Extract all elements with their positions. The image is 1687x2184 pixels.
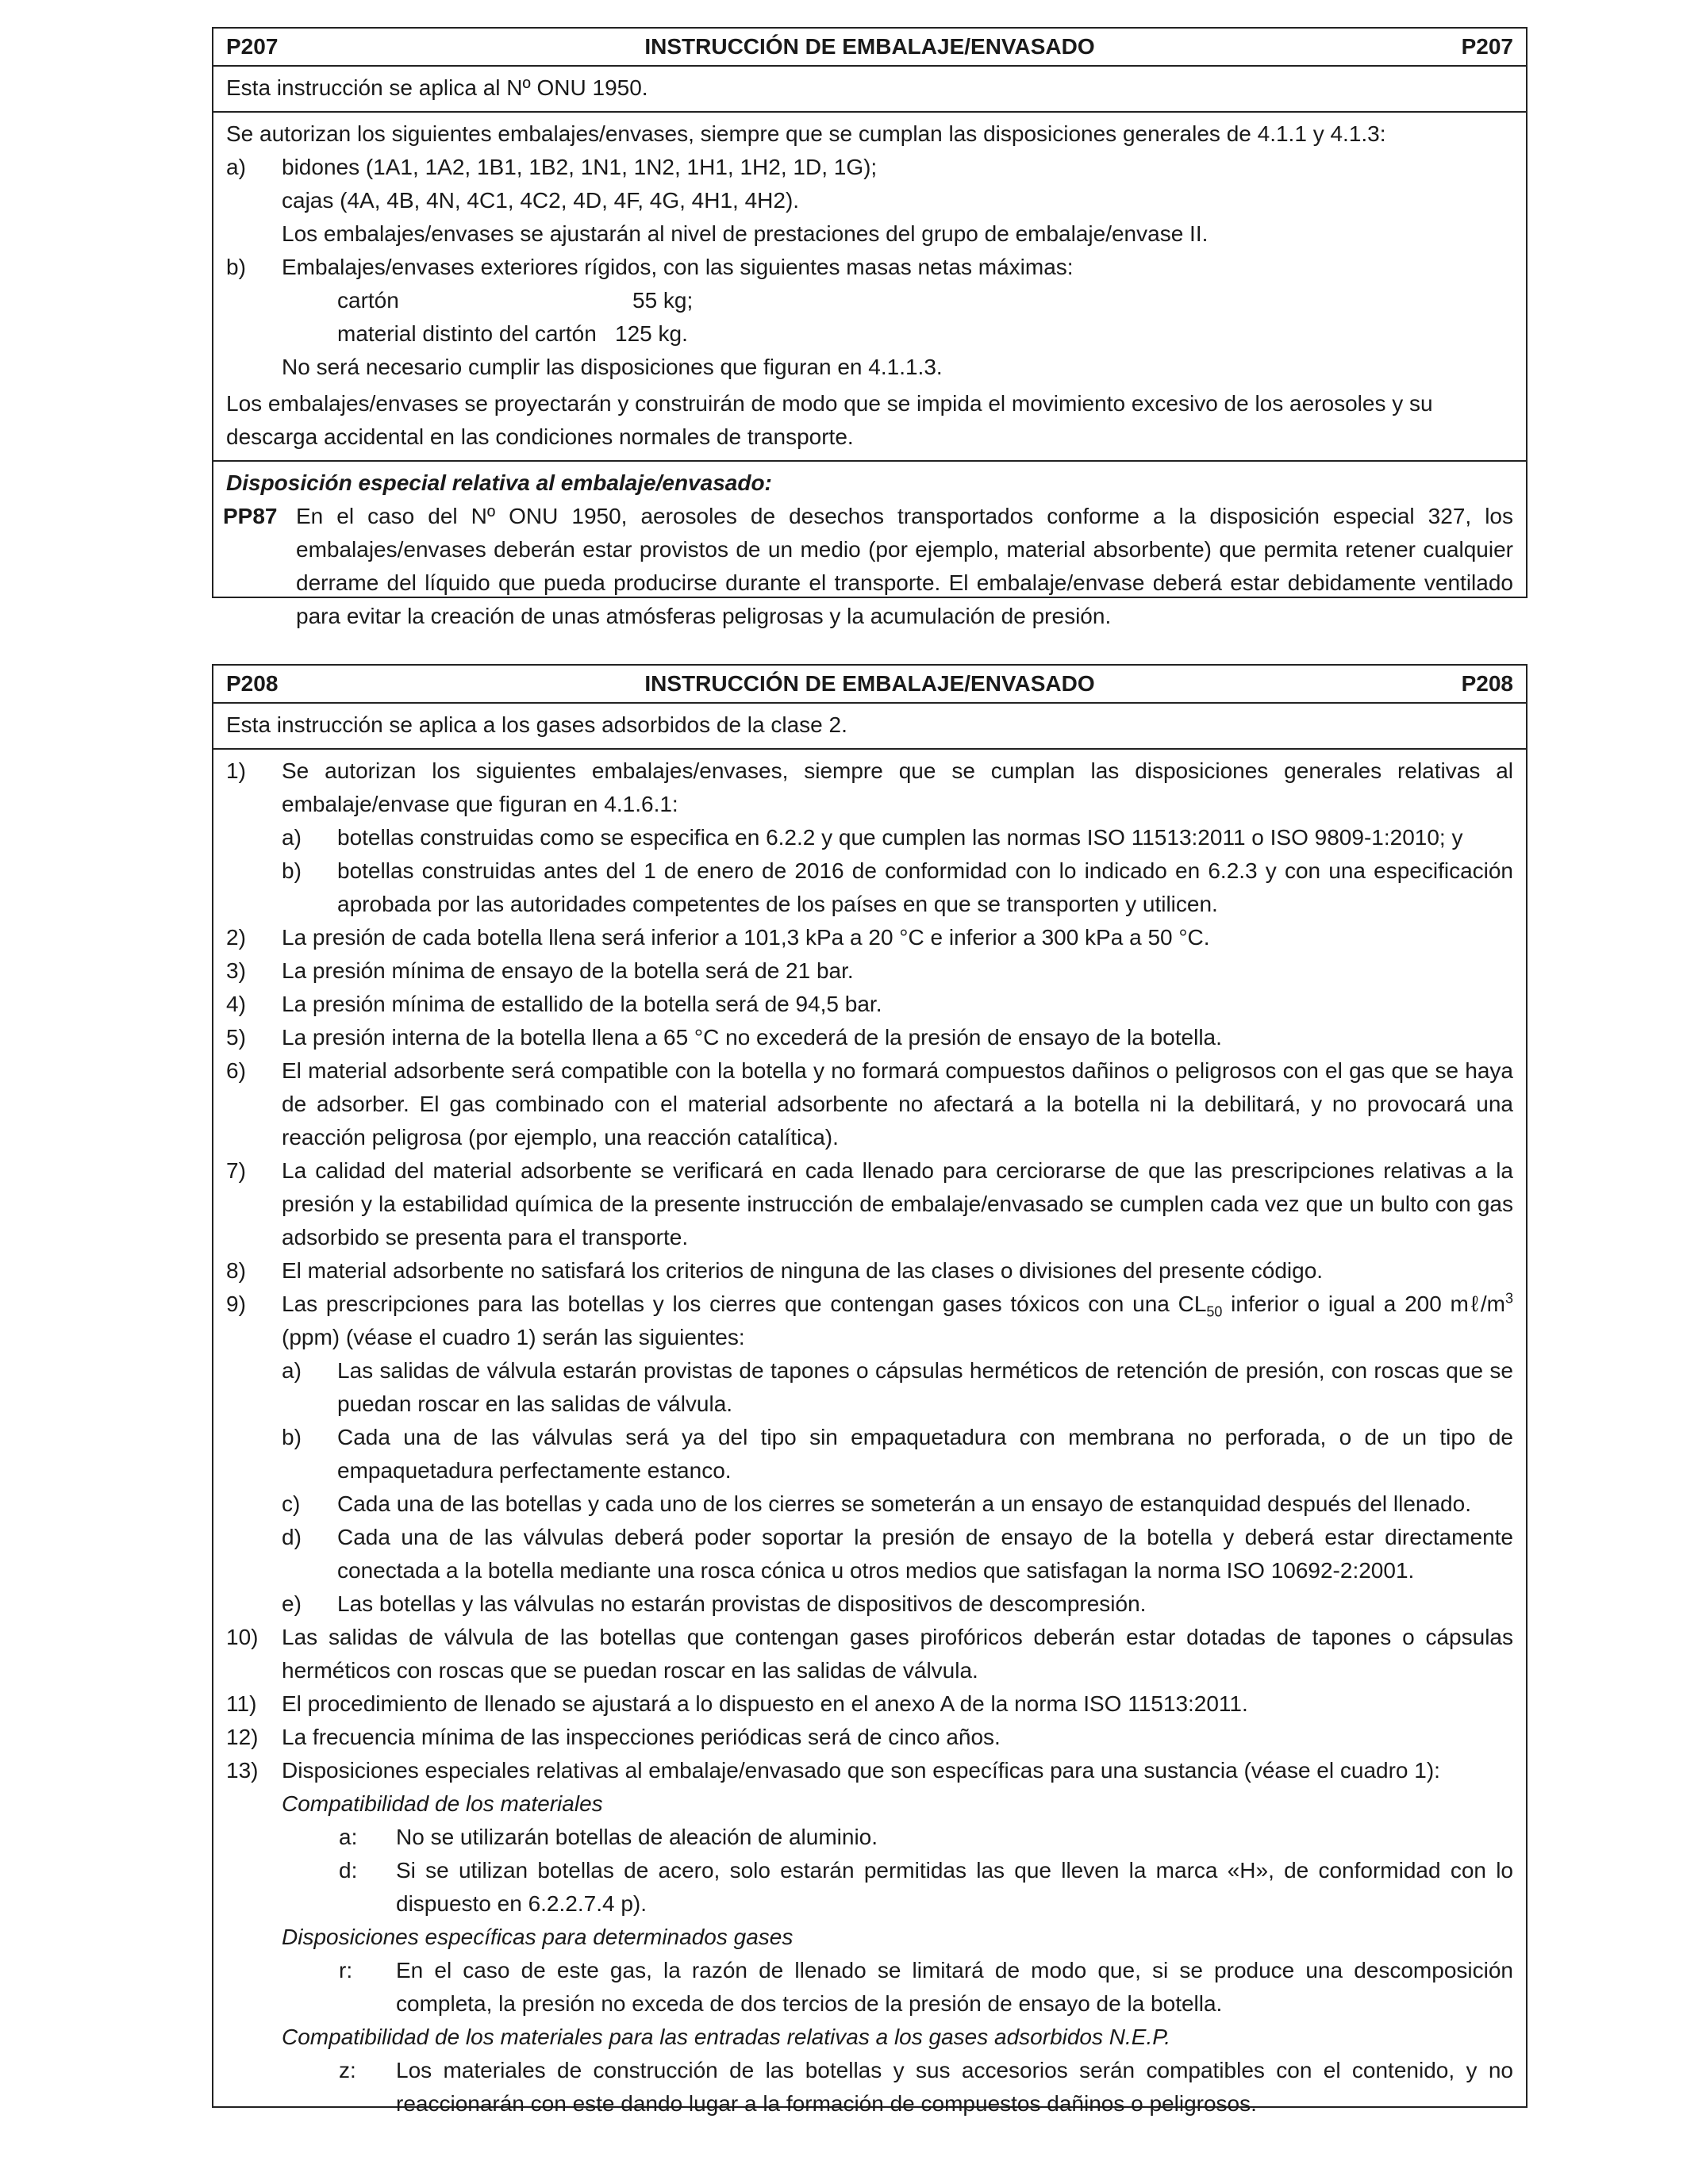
p207-item-a — [226, 151, 1513, 251]
p207-mass-row-1 — [282, 284, 1513, 317]
p208-item-10-text: Las salidas de válvula de las botellas que contengan gases pirofóricos deberán estar dotadas de tapones o cápsulas herméticos con roscas que se puedan roscar en las salidas de válvula. — [282, 1625, 1513, 1683]
p208-item-1a — [226, 821, 1513, 854]
p208-item-6-label: 6) — [226, 1058, 246, 1083]
p208-item-7-text: La calidad del material adsorbente se verificará en cada llenado para cerciorarse de que las prescripciones relativas a la presión y la estabilidad química de la presente instrucción de embalaje/envasado se cumplen cada vez que un bulto con gas adsorbido se presenta para el transporte. — [282, 1158, 1513, 1249]
p208-item-9 — [226, 1288, 1513, 1354]
p208-item-9d-text: Cada una de las válvulas deberá poder soportar la presión de ensayo de la botella y deberá estar directamente conectada a la botella mediante una rosca cónica u otros medios que satisfagan la norma ISO 10692-2:2001. — [337, 1525, 1513, 1583]
p208-provisions-section — [213, 750, 1526, 2127]
p208-box — [212, 664, 1528, 2116]
p208-applies-section — [213, 704, 1526, 750]
p208-provision-r-text: En el caso de este gas, la razón de llenado se limitará de modo que, si se produce una descomposición completa, la presión no exceda de dos tercios de la presión de ensayo de la botella. — [396, 1958, 1513, 2016]
p208-provision-a — [226, 1821, 1513, 1854]
p208-provision-z-label: z: — [339, 2058, 356, 2082]
p208-item-7 — [226, 1154, 1513, 1254]
p208-item-1a-text: botellas construidas como se especifica en 6.2.2 y que cumplen las normas ISO 11513:2011 o ISO 9809-1:2010; y — [337, 825, 1463, 850]
p208-item-9b-label: b) — [282, 1425, 302, 1449]
p208-item-8 — [226, 1254, 1513, 1288]
p207-intro: Se autorizan los siguientes embalajes/envases, siempre que se cumplan las disposiciones generales de 4.1.1 y 4.1.3: — [226, 121, 1386, 146]
p207-header — [213, 29, 1526, 67]
pp87-label: PP87 — [223, 504, 278, 528]
p207-code-left: P207 — [226, 34, 279, 59]
p207-a-label: a) — [226, 155, 246, 179]
p208-provision-r-label: r: — [339, 1958, 353, 1982]
pp87-text: En el caso del Nº ONU 1950, aerosoles de desechos transportados conforme a la disposición especial 327, los embalajes/envases deberán estar provistos de un medio (por ejemplo, material absorbente) que permita retener cualquier derrame del líquido que pueda producirse durante el transporte. El embalaje/envase deberá estar debidamente ventilado para evitar la creación de unas atmósferas peligrosas y la acumulación de presión. — [296, 504, 1513, 628]
p208-provision-r — [226, 1954, 1513, 2021]
p208-item-9c-label: c) — [282, 1491, 301, 1516]
p208-item-1 — [226, 754, 1513, 821]
p208-item-3 — [226, 954, 1513, 988]
p208-item-9-text-b: inferior o igual a 200 mℓ/m — [1222, 1292, 1505, 1316]
p208-item-4 — [226, 988, 1513, 1021]
p208-item-9-sub: 50 — [1206, 1303, 1223, 1320]
p208-item-7-label: 7) — [226, 1158, 246, 1183]
p208-item-9e-text: Las botellas y las válvulas no estarán provistas de dispositivos de descompresión. — [337, 1591, 1147, 1616]
p207-a-line2: cajas (4A, 4B, 4N, 4C1, 4C2, 4D, 4F, 4G, 4H1, 4H2). — [282, 188, 800, 213]
p208-applies: Esta instrucción se aplica a los gases adsorbidos de la clase 2. — [226, 712, 847, 737]
p208-item-5 — [226, 1021, 1513, 1054]
p208-item-9-text-a: Las prescripciones para las botellas y los cierres que contengan gases tóxicos con una CL — [282, 1292, 1207, 1316]
p208-item-1a-label: a) — [282, 825, 302, 850]
p207-mass-row-2 — [282, 317, 1513, 351]
p208-item-13-label: 13) — [226, 1758, 259, 1783]
p208-item-8-text: El material adsorbente no satisfará los criterios de ninguna de las clases o divisiones del presente código. — [282, 1258, 1324, 1283]
p208-item-9-text-c: (ppm) (véase el cuadro 1) serán las siguientes: — [282, 1325, 745, 1349]
p208-provision-z — [226, 2054, 1513, 2121]
p208-item-9e — [226, 1587, 1513, 1621]
p208-item-1b-text: botellas construidas antes del 1 de enero de 2016 de conformidad con lo indicado en 6.2.3 y con una especificación aprobada por las autoridades competentes de los países en que se transporten y utilicen. — [337, 858, 1513, 916]
p208-item-9d-label: d) — [282, 1525, 302, 1549]
p208-item-9c — [226, 1487, 1513, 1521]
p208-header — [213, 666, 1526, 704]
p208-item-12-text: La frecuencia mínima de las inspecciones periódicas será de cinco años. — [282, 1725, 1001, 1749]
p208-item-2-label: 2) — [226, 925, 246, 950]
p207-special-section — [213, 462, 1526, 639]
p208-provision-d — [226, 1854, 1513, 1921]
p208-item-3-text: La presión mínima de ensayo de la botella será de 21 bar. — [282, 958, 854, 983]
p207-mass2-value: 125 kg. — [615, 321, 688, 346]
p207-a-line1: bidones (1A1, 1A2, 1B1, 1B2, 1N1, 1N2, 1H1, 1H2, 1D, 1G); — [282, 155, 878, 179]
p208-item-8-label: 8) — [226, 1258, 246, 1283]
p208-item-3-label: 3) — [226, 958, 246, 983]
p208-provision-a-label: a: — [339, 1825, 358, 1849]
p208-item-9-text — [282, 1288, 1513, 1354]
p207-special-title: Disposición especial relativa al embalaje/envasado: — [226, 470, 772, 495]
p207-design: Los embalajes/envases se proyectarán y construirán de modo que se impida el movimiento excesivo de los aerosoles y su descarga accidental en las condiciones normales de transporte. — [226, 391, 1433, 449]
p208-heading-gases: Disposiciones específicas para determinados gases — [282, 1925, 794, 1949]
p208-item-11 — [226, 1687, 1513, 1721]
p208-item-5-text: La presión interna de la botella llena a 65 °C no excederá de la presión de ensayo de la botella. — [282, 1025, 1222, 1050]
p207-applies: Esta instrucción se aplica al Nº ONU 1950. — [226, 75, 648, 100]
p208-item-4-text: La presión mínima de estallido de la botella será de 94,5 bar. — [282, 992, 882, 1016]
p208-item-9a-label: a) — [282, 1358, 302, 1383]
p208-code-right: P208 — [1461, 671, 1513, 696]
p208-item-9a-text: Las salidas de válvula estarán provistas de tapones o cápsulas herméticos de retención de presión, con roscas que se puedan roscar en las salidas de válvula. — [337, 1358, 1513, 1416]
p208-item-9-sup: 3 — [1504, 1290, 1513, 1307]
p208-heading-materials: Compatibilidad de los materiales — [282, 1791, 603, 1816]
p208-item-2 — [226, 921, 1513, 954]
p208-item-9c-text: Cada una de las botellas y cada uno de los cierres se someterán a un ensayo de estanquidad después del llenado. — [337, 1491, 1471, 1516]
p208-item-2-text: La presión de cada botella llena será inferior a 101,3 kPa a 20 °C e inferior a 300 kPa a 50 °C. — [282, 925, 1210, 950]
p208-item-9d — [226, 1521, 1513, 1587]
p208-title: INSTRUCCIÓN DE EMBALAJE/ENVASADO — [644, 671, 1095, 696]
p208-item-9a — [226, 1354, 1513, 1421]
p208-item-10 — [226, 1621, 1513, 1687]
p207-mass1-value: 55 kg; — [632, 288, 694, 313]
p208-item-11-label: 11) — [226, 1691, 257, 1716]
p208-item-12-label: 12) — [226, 1725, 259, 1749]
p208-provision-a-text: No se utilizarán botellas de aleación de aluminio. — [396, 1825, 878, 1849]
p208-provision-d-label: d: — [339, 1858, 358, 1883]
p208-item-1-text: Se autorizan los siguientes embalajes/envases, siempre que se cumplan las disposiciones generales relativas al embalaje/envase que figuran en 4.1.6.1: — [282, 758, 1513, 816]
p207-mass2-name: material distinto del cartón — [337, 321, 597, 346]
p208-item-13-text: Disposiciones especiales relativas al embalaje/envasado que son específicas para una sustancia (véase el cuadro 1): — [282, 1758, 1440, 1783]
p208-item-1b — [226, 854, 1513, 921]
p208-item-5-label: 5) — [226, 1025, 246, 1050]
p208-item-1-label: 1) — [226, 758, 246, 783]
p208-provision-d-text: Si se utilizan botellas de acero, solo estarán permitidas las que lleven la marca «H», de conformidad con lo dispuesto en 6.2.2.7.4 p). — [396, 1858, 1513, 1916]
p207-b-line2: No será necesario cumplir las disposiciones que figuran en 4.1.1.3. — [282, 355, 943, 379]
p207-box — [212, 27, 1528, 628]
p208-item-9e-label: e) — [282, 1591, 302, 1616]
p208-item-9b — [226, 1421, 1513, 1487]
p208-item-12 — [226, 1721, 1513, 1754]
p207-applies-section — [213, 67, 1526, 113]
p208-item-1b-label: b) — [282, 858, 302, 883]
p207-pp87 — [223, 500, 1513, 633]
p208-provision-z-text: Los materiales de construcción de las botellas y sus accesorios serán compatibles con el contenido, y no reaccionarán con este dando lugar a la formación de compuestos dañinos o peligrosos. — [396, 2058, 1513, 2116]
p208-item-13 — [226, 1754, 1513, 1787]
p207-item-b — [226, 251, 1513, 384]
p208-item-6 — [226, 1054, 1513, 1154]
p208-item-10-label: 10) — [226, 1625, 259, 1649]
p208-item-6-text: El material adsorbente será compatible con la botella y no formará compuestos dañinos o peligrosos con el gas que se haya de adsorber. El gas combinado con el material adsorbente no afectará a la botella ni la debilitará, y no provocará una reacción peligrosa (por ejemplo, una reacción catalítica). — [282, 1058, 1513, 1150]
p208-item-11-text: El procedimiento de llenado se ajustará a lo dispuesto en el anexo A de la norma ISO 11513:2011. — [282, 1691, 1248, 1716]
p207-title: INSTRUCCIÓN DE EMBALAJE/ENVASADO — [644, 34, 1095, 59]
p207-a-line3: Los embalajes/envases se ajustarán al nivel de prestaciones del grupo de embalaje/envase II. — [282, 221, 1209, 246]
p208-item-4-label: 4) — [226, 992, 246, 1016]
p208-item-9b-text: Cada una de las válvulas será ya del tipo sin empaquetadura con membrana no perforada, o de un tipo de empaquetadura perfectamente estanco. — [337, 1425, 1513, 1483]
p208-item-9-label: 9) — [226, 1292, 246, 1316]
p207-code-right: P207 — [1461, 34, 1513, 59]
p207-b-line1: Embalajes/envases exteriores rígidos, con las siguientes masas netas máximas: — [282, 255, 1074, 279]
p208-heading-nep: Compatibilidad de los materiales para las entradas relativas a los gases adsorbidos N.E.P. — [282, 2025, 1171, 2049]
p207-b-label: b) — [226, 255, 246, 279]
p207-mass1-name: cartón — [337, 288, 399, 313]
p207-packagings-section — [213, 113, 1526, 462]
p208-code-left: P208 — [226, 671, 279, 696]
